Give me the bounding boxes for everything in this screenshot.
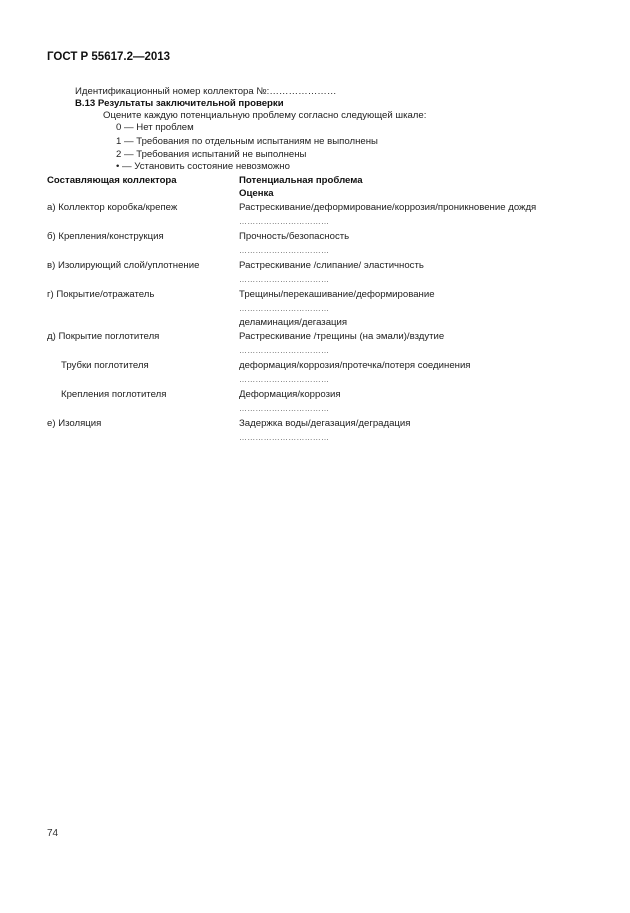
problem-cell: Растрескивание/деформирование/коррозия/проникновение дождя [239,202,537,213]
rating-field[interactable]: …………………………… [239,433,330,442]
scale-item-unknown: • — Установить состояние невозможно [116,161,290,172]
component-cell: г) Покрытие/отражатель [47,289,155,300]
scale-item-1: 1 — Требования по отдельным испытаниям не выполнены [116,136,378,147]
rating-field[interactable]: …………………………… [239,304,330,313]
rating-field[interactable]: …………………………… [239,275,330,284]
column-header-component: Составляющая коллектора [47,175,177,186]
component-cell: д) Покрытие поглотителя [47,331,160,342]
section-title: В.13 Результаты заключительной проверки [75,98,284,109]
rating-field[interactable]: …………………………… [239,217,330,226]
scale-item-0: 0 — Нет проблем [116,122,194,133]
component-cell: Трубки поглотителя [61,360,149,371]
component-cell: е) Изоляция [47,418,102,429]
component-cell: б) Крепления/конструкция [47,231,164,242]
column-header-problem: Потенциальная проблема [239,175,363,186]
rating-field[interactable]: …………………………… [239,375,330,384]
problem-cell: деламинация/дегазация [239,317,348,328]
rating-field[interactable]: …………………………… [239,246,330,255]
component-cell: Крепления поглотителя [61,389,167,400]
component-cell: в) Изолирующий слой/уплотнение [47,260,200,271]
scale-item-2: 2 — Требования испытаний не выполнены [116,149,307,160]
problem-cell: деформация/коррозия/протечка/потеря соединения [239,360,471,371]
component-cell: а) Коллектор коробка/крепеж [47,202,178,213]
problem-cell: Растрескивание /слипание/ эластичность [239,260,424,271]
column-header-rating: Оценка [239,188,274,199]
page-number: 74 [47,828,59,839]
problem-cell: Растрескивание /трещины (на эмали)/вздутие [239,331,445,342]
collector-id-label: Идентификационный номер коллектора №:………………… [75,86,337,97]
problem-cell: Трещины/перекашивание/деформирование [239,289,435,300]
document-standard-header: ГОСТ Р 55617.2—2013 [47,51,171,63]
instruction-text: Оцените каждую потенциальную проблему согласно следующей шкале: [103,110,427,121]
rating-field[interactable]: …………………………… [239,346,330,355]
problem-cell: Задержка воды/дегазация/деградация [239,418,411,429]
problem-cell: Прочность/безопасность [239,231,350,242]
problem-cell: Деформация/коррозия [239,389,341,400]
rating-field[interactable]: …………………………… [239,404,330,413]
